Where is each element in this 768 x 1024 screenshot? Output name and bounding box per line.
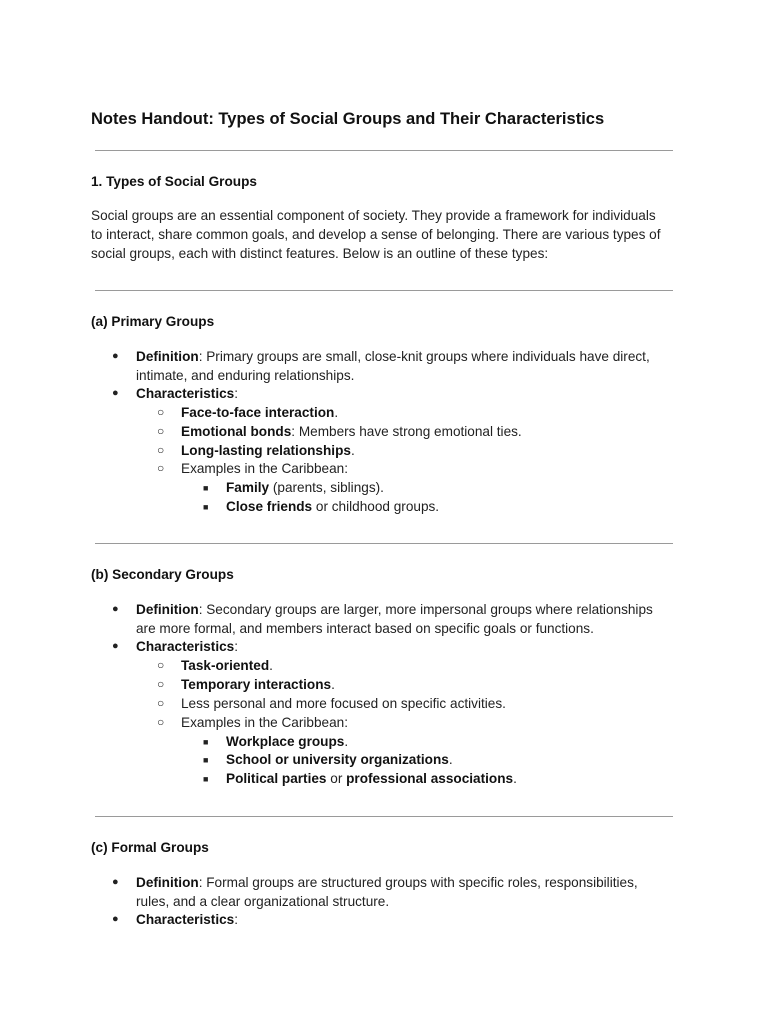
item-text: . [334,405,339,420]
item-text: . [350,443,355,458]
definition-text: : Primary groups are small, close-knit groups where individuals have direct, [198,349,650,364]
item-bold: Task-oriented [181,658,270,673]
circle-bullet-icon: ○ [157,658,165,672]
square-bullet-icon: ■ [203,502,209,512]
colon: : [234,912,239,927]
list-item [226,750,453,769]
intro-line: to interact, share common goals, and develop a sense of belonging. There are various types of [91,227,661,242]
item-text: (parents, siblings). [269,480,384,495]
definition-label: Definition [136,875,199,890]
examples-label: Examples in the Caribbean: [181,715,348,730]
list-item: Less personal and more focused on specific activities. [181,696,506,711]
colon: : [234,386,239,401]
formal-characteristics [136,910,238,929]
divider [95,543,673,544]
item-bold: Close friends [226,499,313,514]
item-bold: professional associations [346,771,514,786]
definition-text: : Secondary groups are larger, more impersonal groups where relationships [198,602,653,617]
primary-definition-cont: intimate, and enduring relationships. [136,368,355,383]
circle-bullet-icon: ○ [157,677,165,691]
item-text: . [331,677,335,692]
characteristics-label: Characteristics [136,386,235,401]
list-item [181,422,522,441]
characteristics-label: Characteristics [136,639,235,654]
circle-bullet-icon: ○ [157,715,165,729]
item-bold: Emotional bonds [181,424,292,439]
item-text: . [269,658,273,673]
circle-bullet-icon: ○ [157,405,165,419]
list-item [226,769,517,788]
disc-bullet-icon: ● [112,876,119,888]
item-text: or childhood groups. [312,499,440,514]
divider [95,816,673,817]
definition-label: Definition [136,349,199,364]
square-bullet-icon: ■ [203,755,209,765]
list-item [181,656,273,675]
item-bold: School or university organizations [226,752,449,767]
examples-label: Examples in the Caribbean: [181,461,348,476]
disc-bullet-icon: ● [112,603,119,615]
item-bold: Workplace groups [226,734,345,749]
secondary-definition [136,600,653,619]
primary-characteristics [136,384,238,403]
item-bold: Political parties [226,771,327,786]
circle-bullet-icon: ○ [157,461,165,475]
item-bold: Long-lasting relationships [181,443,351,458]
disc-bullet-icon: ● [112,350,119,362]
list-item [181,441,355,460]
secondary-characteristics [136,637,238,656]
item-text: . [448,752,453,767]
colon: : [234,639,239,654]
circle-bullet-icon: ○ [157,443,165,457]
intro-line: Social groups are an essential component of society. They provide a framework for individuals [91,208,656,223]
section-heading-formal: (c) Formal Groups [91,840,209,855]
item-text: . [344,734,349,749]
circle-bullet-icon: ○ [157,424,165,438]
section-heading-types: 1. Types of Social Groups [91,174,257,189]
square-bullet-icon: ■ [203,483,209,493]
divider [95,150,673,151]
characteristics-label: Characteristics [136,912,235,927]
disc-bullet-icon: ● [112,913,119,925]
formal-definition [136,873,638,892]
item-text: . [513,771,517,786]
secondary-definition-cont: are more formal, and members interact based on specific goals or functions. [136,621,594,636]
disc-bullet-icon: ● [112,640,119,652]
definition-label: Definition [136,602,199,617]
primary-definition [136,347,650,366]
section-heading-primary: (a) Primary Groups [91,314,215,329]
square-bullet-icon: ■ [203,737,209,747]
list-item [226,732,348,751]
definition-text: : Formal groups are structured groups with specific roles, responsibilities, [198,875,638,890]
item-bold: Family [226,480,270,495]
divider [95,290,673,291]
intro-line: social groups, each with distinct features. Below is an outline of these types: [91,246,549,261]
square-bullet-icon: ■ [203,774,209,784]
formal-definition-cont: rules, and a clear organizational structure. [136,894,390,909]
item-bold: Temporary interactions [181,677,332,692]
item-text: : Members have strong emotional ties. [291,424,522,439]
list-item [181,675,335,694]
disc-bullet-icon: ● [112,387,119,399]
list-item [181,403,338,422]
item-bold: Face-to-face interaction [181,405,335,420]
item-text: or [326,771,347,786]
list-item [226,478,384,497]
circle-bullet-icon: ○ [157,696,165,710]
page-title: Notes Handout: Types of Social Groups and Their Characteristics [91,110,605,128]
intro-paragraph [91,206,681,263]
list-item [226,497,439,516]
section-heading-secondary: (b) Secondary Groups [91,567,234,582]
